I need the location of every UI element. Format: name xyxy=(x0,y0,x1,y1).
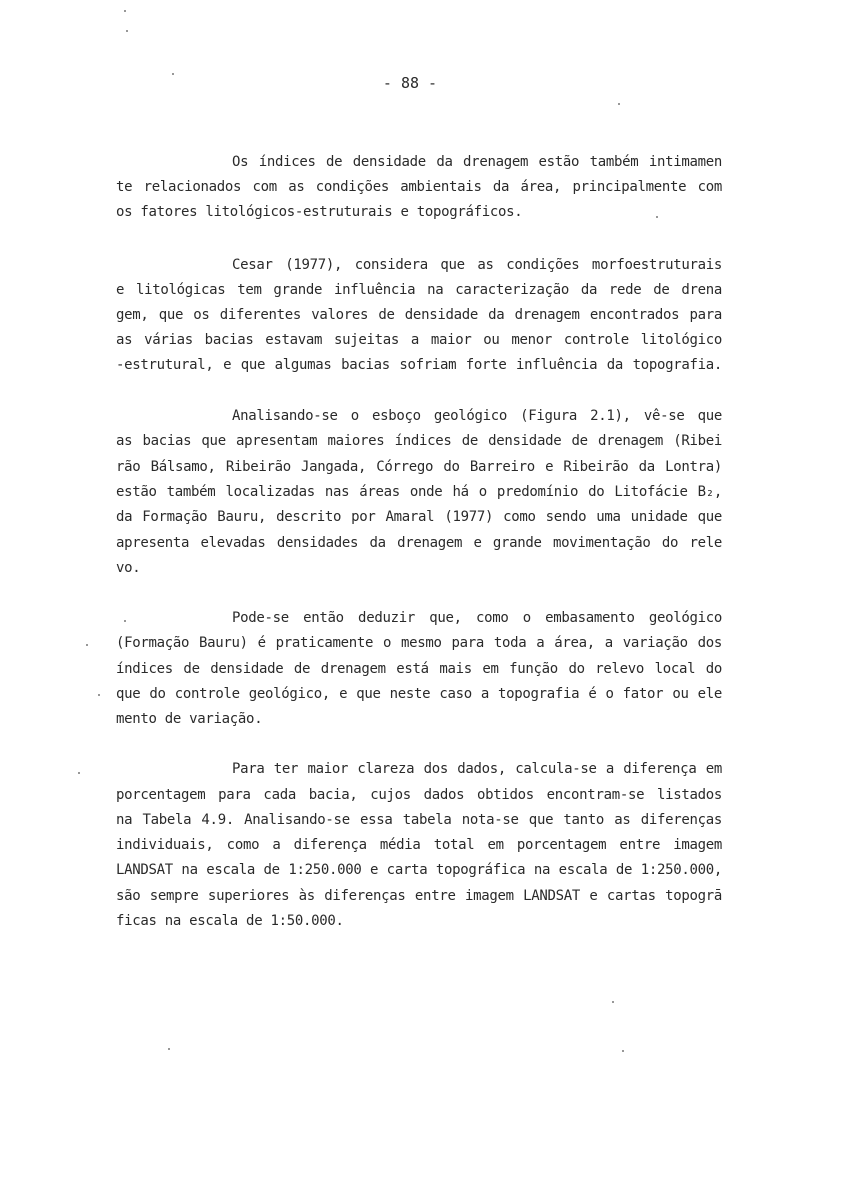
scan-speck xyxy=(168,1048,170,1050)
scan-speck xyxy=(124,620,126,622)
text-line: são sempre superiores às diferenças entre imagem LANDSAT e cartas topogrā xyxy=(116,888,722,904)
text-line: Para ter maior clareza dos dados, calcula-se a diferença em xyxy=(232,761,722,777)
scan-speck xyxy=(656,216,658,218)
scan-speck xyxy=(618,103,620,105)
text-line: apresenta elevadas densidades da drenagem e grande movimentação do rele xyxy=(116,535,722,551)
scan-speck xyxy=(612,1001,614,1003)
text-line: na Tabela 4.9. Analisando-se essa tabela nota-se que tanto as diferenças xyxy=(116,812,722,828)
text-line: -estrutural, e que algumas bacias sofriam forte influência da topografia. xyxy=(116,357,722,373)
text-line: te relacionados com as condições ambientais da área, principalmente com xyxy=(116,179,722,195)
text-line: porcentagem para cada bacia, cujos dados obtidos encontram-se listados xyxy=(116,787,722,803)
page-number: - 88 - xyxy=(382,74,438,92)
text-line: Analisando-se o esboço geológico (Figura 2.1), vê-se que xyxy=(232,408,722,424)
text-line: vo. xyxy=(116,560,141,576)
text-line: Pode-se então deduzir que, como o embasamento geológico xyxy=(232,610,722,626)
text-line: os fatores litológicos-estruturais e topográficos. xyxy=(116,204,523,220)
scan-speck xyxy=(78,772,80,774)
text-line: índices de densidade de drenagem está mais em função do relevo local do xyxy=(116,661,722,677)
text-line: individuais, como a diferença média total em porcentagem entre imagem xyxy=(116,837,722,853)
text-line: e litológicas tem grande influência na caracterização da rede de drena xyxy=(116,282,722,298)
text-line: ficas na escala de 1:50.000. xyxy=(116,913,344,929)
text-line: Cesar (1977), considera que as condições morfoestruturais xyxy=(232,257,722,273)
text-line: rão Bálsamo, Ribeirão Jangada, Córrego do Barreiro e Ribeirão da Lontra) xyxy=(116,459,722,475)
text-line: da Formação Bauru, descrito por Amaral (1977) como sendo uma unidade que xyxy=(116,509,722,525)
scan-speck xyxy=(98,694,100,696)
text-line: gem, que os diferentes valores de densidade da drenagem encontrados para xyxy=(116,307,722,323)
text-line: as bacias que apresentam maiores índices de densidade de drenagem (Ribei xyxy=(116,433,722,449)
text-line: Os índices de densidade da drenagem estão também intimamen xyxy=(232,154,722,170)
text-line: (Formação Bauru) é praticamente o mesmo para toda a área, a variação dos xyxy=(116,635,722,651)
text-line: que do controle geológico, e que neste caso a topografia é o fator ou ele xyxy=(116,686,722,702)
text-line: estão também localizadas nas áreas onde há o predomínio do Litofácie B₂, xyxy=(116,484,722,500)
scan-speck xyxy=(172,73,174,75)
scan-speck xyxy=(622,1050,624,1052)
text-line: mento de variação. xyxy=(116,711,263,727)
text-line: LANDSAT na escala de 1:250.000 e carta topográfica na escala de 1:250.000, xyxy=(116,862,722,878)
scan-speck xyxy=(124,10,126,12)
text-line: as várias bacias estavam sujeitas a maior ou menor controle litológico xyxy=(116,332,722,348)
scan-speck xyxy=(126,30,128,32)
scan-speck xyxy=(86,644,88,646)
